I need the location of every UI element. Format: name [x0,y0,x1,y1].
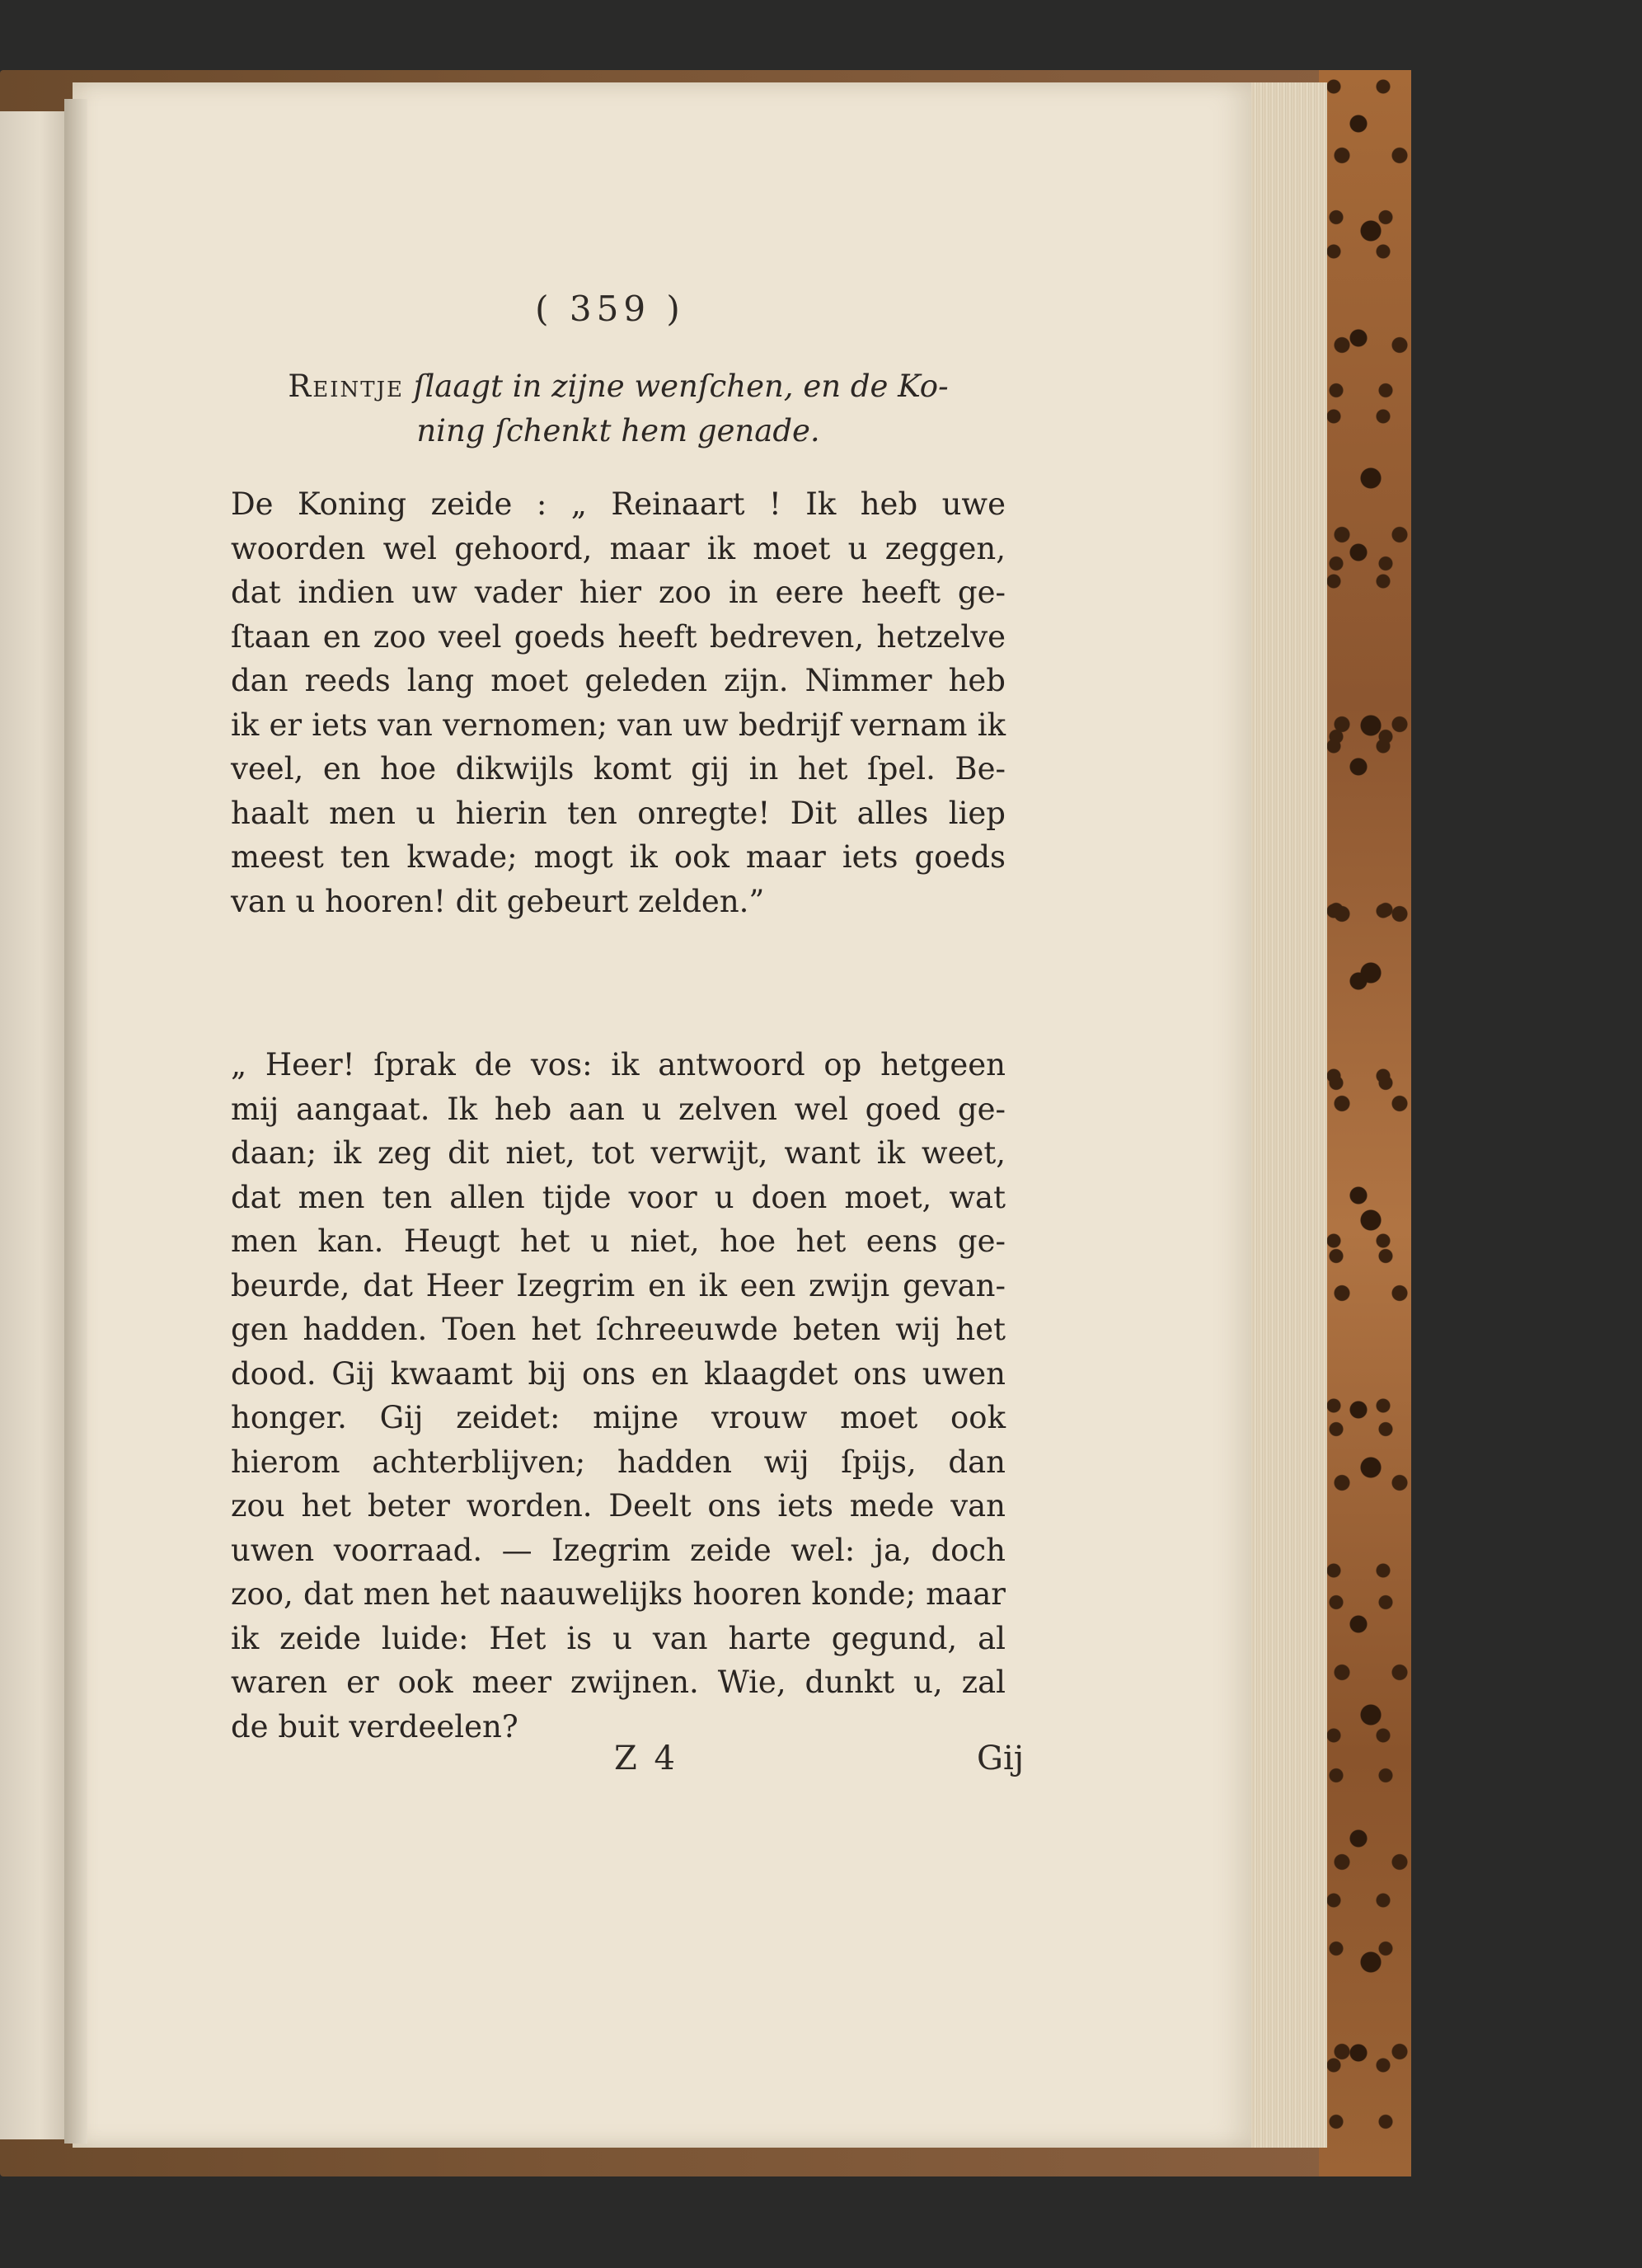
text-line: dood. Gij kwaamt bij ons en klaagdet ons uwen [231,1355,1006,1392]
text-line: dat men ten allen tijde voor u doen moet, wat [231,1179,1006,1215]
chapter-title-caps: Reintje [288,369,404,404]
text-line: zoo, dat men het naauwelijks hooren konde; maar [231,1576,1006,1612]
left-page-edge [0,111,73,2139]
text-line: ik er iets van vernomen; van uw bedrijf vernam ik [231,707,1006,743]
text-line: ik zeide luide: Het is u van harte gegund, al [231,1620,1006,1656]
page-gutter [64,99,87,2144]
chapter-title [247,364,989,453]
text-line: men kan. Heugt het u niet, hoe het eens ge- [231,1223,1006,1259]
text-line: „ Heer! ſprak de vos: ik antwoord op hetgeen [231,1047,1006,1082]
text-line: uwen voorraad. — Izegrim zeide wel: ja, doch [231,1532,1006,1568]
paragraph-2 [231,1043,1006,1749]
text-line: gen hadden. Toen het ſchreeuwde beten wij het [231,1312,1006,1347]
chapter-title-line1: ſlaagt in zijne wenſchen, en de Ko- [413,369,949,404]
text-line: waren er ook meer zwijnen. Wie, dunkt u, zal [231,1665,1006,1700]
text-line: haalt men u hierin ten onregte! Dit alles liep [231,795,1006,831]
text-line: veel, en hoe dikwijls komt gij in het ſpel. Be- [231,751,1006,787]
text-line: meest ten kwade; mogt ik ook maar iets goeds [231,839,1006,875]
catchword: Gij [977,1740,1025,1777]
text-line: hierom achterblijven; hadden wij ſpijs, dan [231,1444,1006,1480]
text-line: daan; ik zeg dit niet, tot verwijt, want ik weet, [231,1135,1006,1171]
text-line: ſtaan en zoo veel goeds heeft bedreven, hetzelve [231,618,1006,655]
text-line: van u hooren! dit gebeurt zelden.” [231,883,765,919]
text-line: zou het beter worden. Deelt ons iets mede van [231,1488,1006,1524]
text-line: honger. Gij zeidet: mijne vrouw moet ook [231,1400,1006,1435]
text-line: mij aangaat. Ik heb aan u zelven wel goed ge- [231,1091,1006,1127]
text-line: beurde, dat Heer Izegrim en ik een zwijn gevan- [231,1267,1006,1303]
text-line: de buit verdeelen? [231,1708,518,1744]
page-number-header: ( 359 ) [535,289,685,329]
text-line: woorden wel gehoord, maar ik moet u zeggen, [231,530,1006,566]
text-line: dat indien uw vader hier zoo in eere heeft ge- [231,575,1006,610]
chapter-title-line2: ning ſchenkt hem genade. [416,413,820,448]
text-line: dan reeds lang moet geleden zijn. Nimmer heb [231,663,1006,698]
marbled-cover-edge [1319,70,1411,2176]
text-line: De Koning zeide : „ Reinaart ! Ik heb uwe [231,486,1006,522]
paragraph-1 [231,482,1006,923]
signature-mark: Z 4 [614,1740,678,1777]
page-fore-edge [1251,82,1327,2148]
